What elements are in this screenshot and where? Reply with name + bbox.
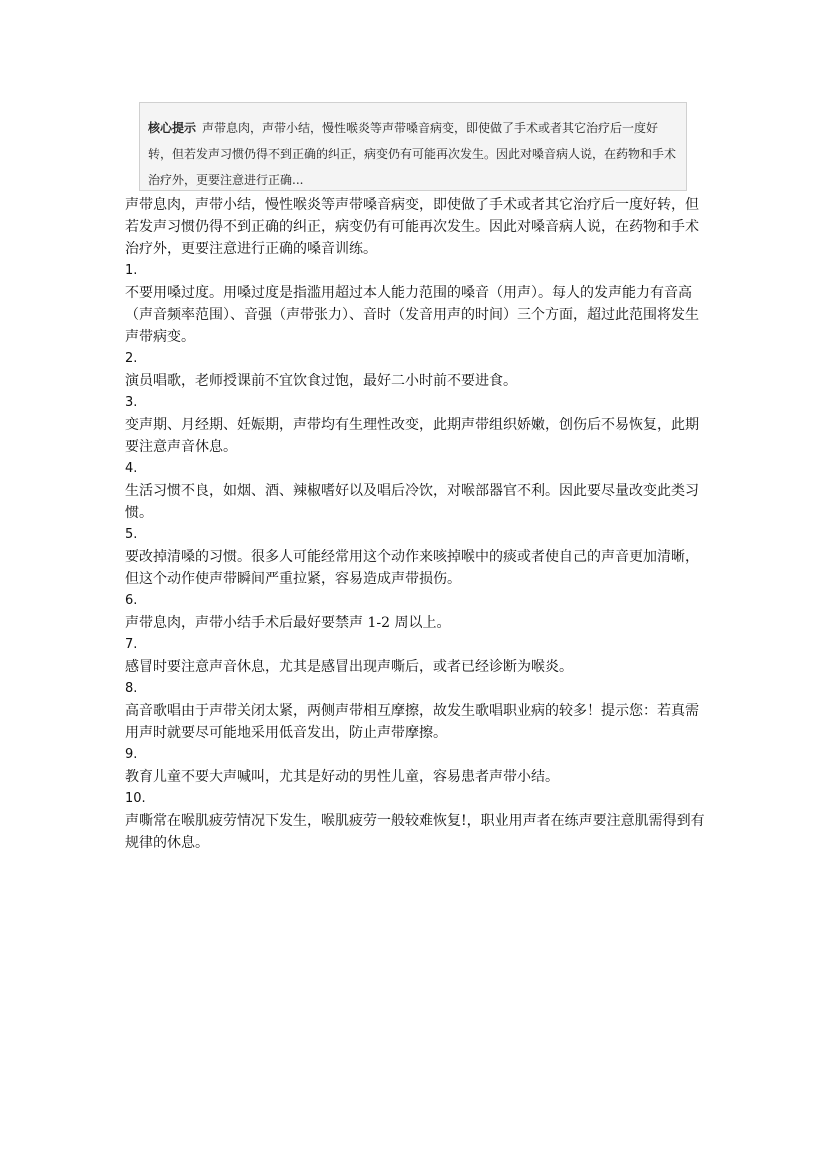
item-text: 要改掉清嗓的习惯。很多人可能经常用这个动作来咳掉喉中的痰或者使自己的声音更加清晰，但这个动作使声带瞬间严重拉紧，容易造成声带损伤。 xyxy=(125,549,699,587)
item-number: 7. xyxy=(125,637,138,652)
item-number: 5. xyxy=(125,527,138,542)
summary-label: 核心提示 xyxy=(148,121,197,135)
item-text: 感冒时要注意声音休息，尤其是感冒出现声嘶后，或者已经诊断为喉炎。 xyxy=(125,659,573,675)
item-text: 不要用嗓过度。用嗓过度是指滥用超过本人能力范围的嗓音（用声）。每人的发声能力有音高（声音频率范围）、音强（声带张力）、音时（发音用声的时间）三个方面，超过此范围将发生声带病变。 xyxy=(125,285,699,345)
summary-text: 声带息肉，声带小结，慢性喉炎等声带嗓音病变，即使做了手术或者其它治疗后一度好转，但若发声习惯仍得不到正确的纠正，病变仍有可能再次发生。因此对嗓音病人说，在药物和手术治疗外，更要注意进行正确... xyxy=(148,121,677,187)
item-number: 3. xyxy=(125,395,138,410)
intro-paragraph: 声带息肉，声带小结，慢性喉炎等声带嗓音病变，即使做了手术或者其它治疗后一度好转，但若发声习惯仍得不到正确的纠正，病变仍有可能再次发生。因此对嗓音病人说，在药物和手术治疗外，更要注意进行正确的嗓音训练。 xyxy=(125,197,699,257)
summary-box xyxy=(139,102,687,191)
item-number: 10. xyxy=(125,791,146,806)
item-text: 变声期、月经期、妊娠期，声带均有生理性改变，此期声带组织娇嫩，创伤后不易恢复，此期要注意声音休息。 xyxy=(125,417,699,455)
article-body xyxy=(125,194,707,854)
item-text: 演员唱歌，老师授课前不宜饮食过饱，最好二小时前不要进食。 xyxy=(125,373,517,389)
item-number: 6. xyxy=(125,593,138,608)
item-number: 4. xyxy=(125,461,138,476)
item-text: 高音歌唱由于声带关闭太紧，两侧声带相互摩擦，故发生歌唱职业病的较多！提示您：若真需用声时就要尽可能地采用低音发出，防止声带摩擦。 xyxy=(125,703,699,741)
item-number: 1. xyxy=(125,263,138,278)
item-number: 9. xyxy=(125,747,138,762)
item-text: 声嘶常在喉肌疲劳情况下发生，喉肌疲劳一般较难恢复!，职业用声者在练声要注意肌需得到有规律的休息。 xyxy=(125,813,705,851)
item-number: 2. xyxy=(125,351,138,366)
item-text: 教育儿童不要大声喊叫，尤其是好动的男性儿童，容易患者声带小结。 xyxy=(125,769,559,785)
item-number: 8. xyxy=(125,681,138,696)
item-text: 生活习惯不良，如烟、酒、辣椒嗜好以及唱后冷饮，对喉部器官不利。因此要尽量改变此类习惯。 xyxy=(125,483,699,521)
item-text: 声带息肉，声带小结手术后最好要禁声 1-2 周以上。 xyxy=(125,615,451,631)
